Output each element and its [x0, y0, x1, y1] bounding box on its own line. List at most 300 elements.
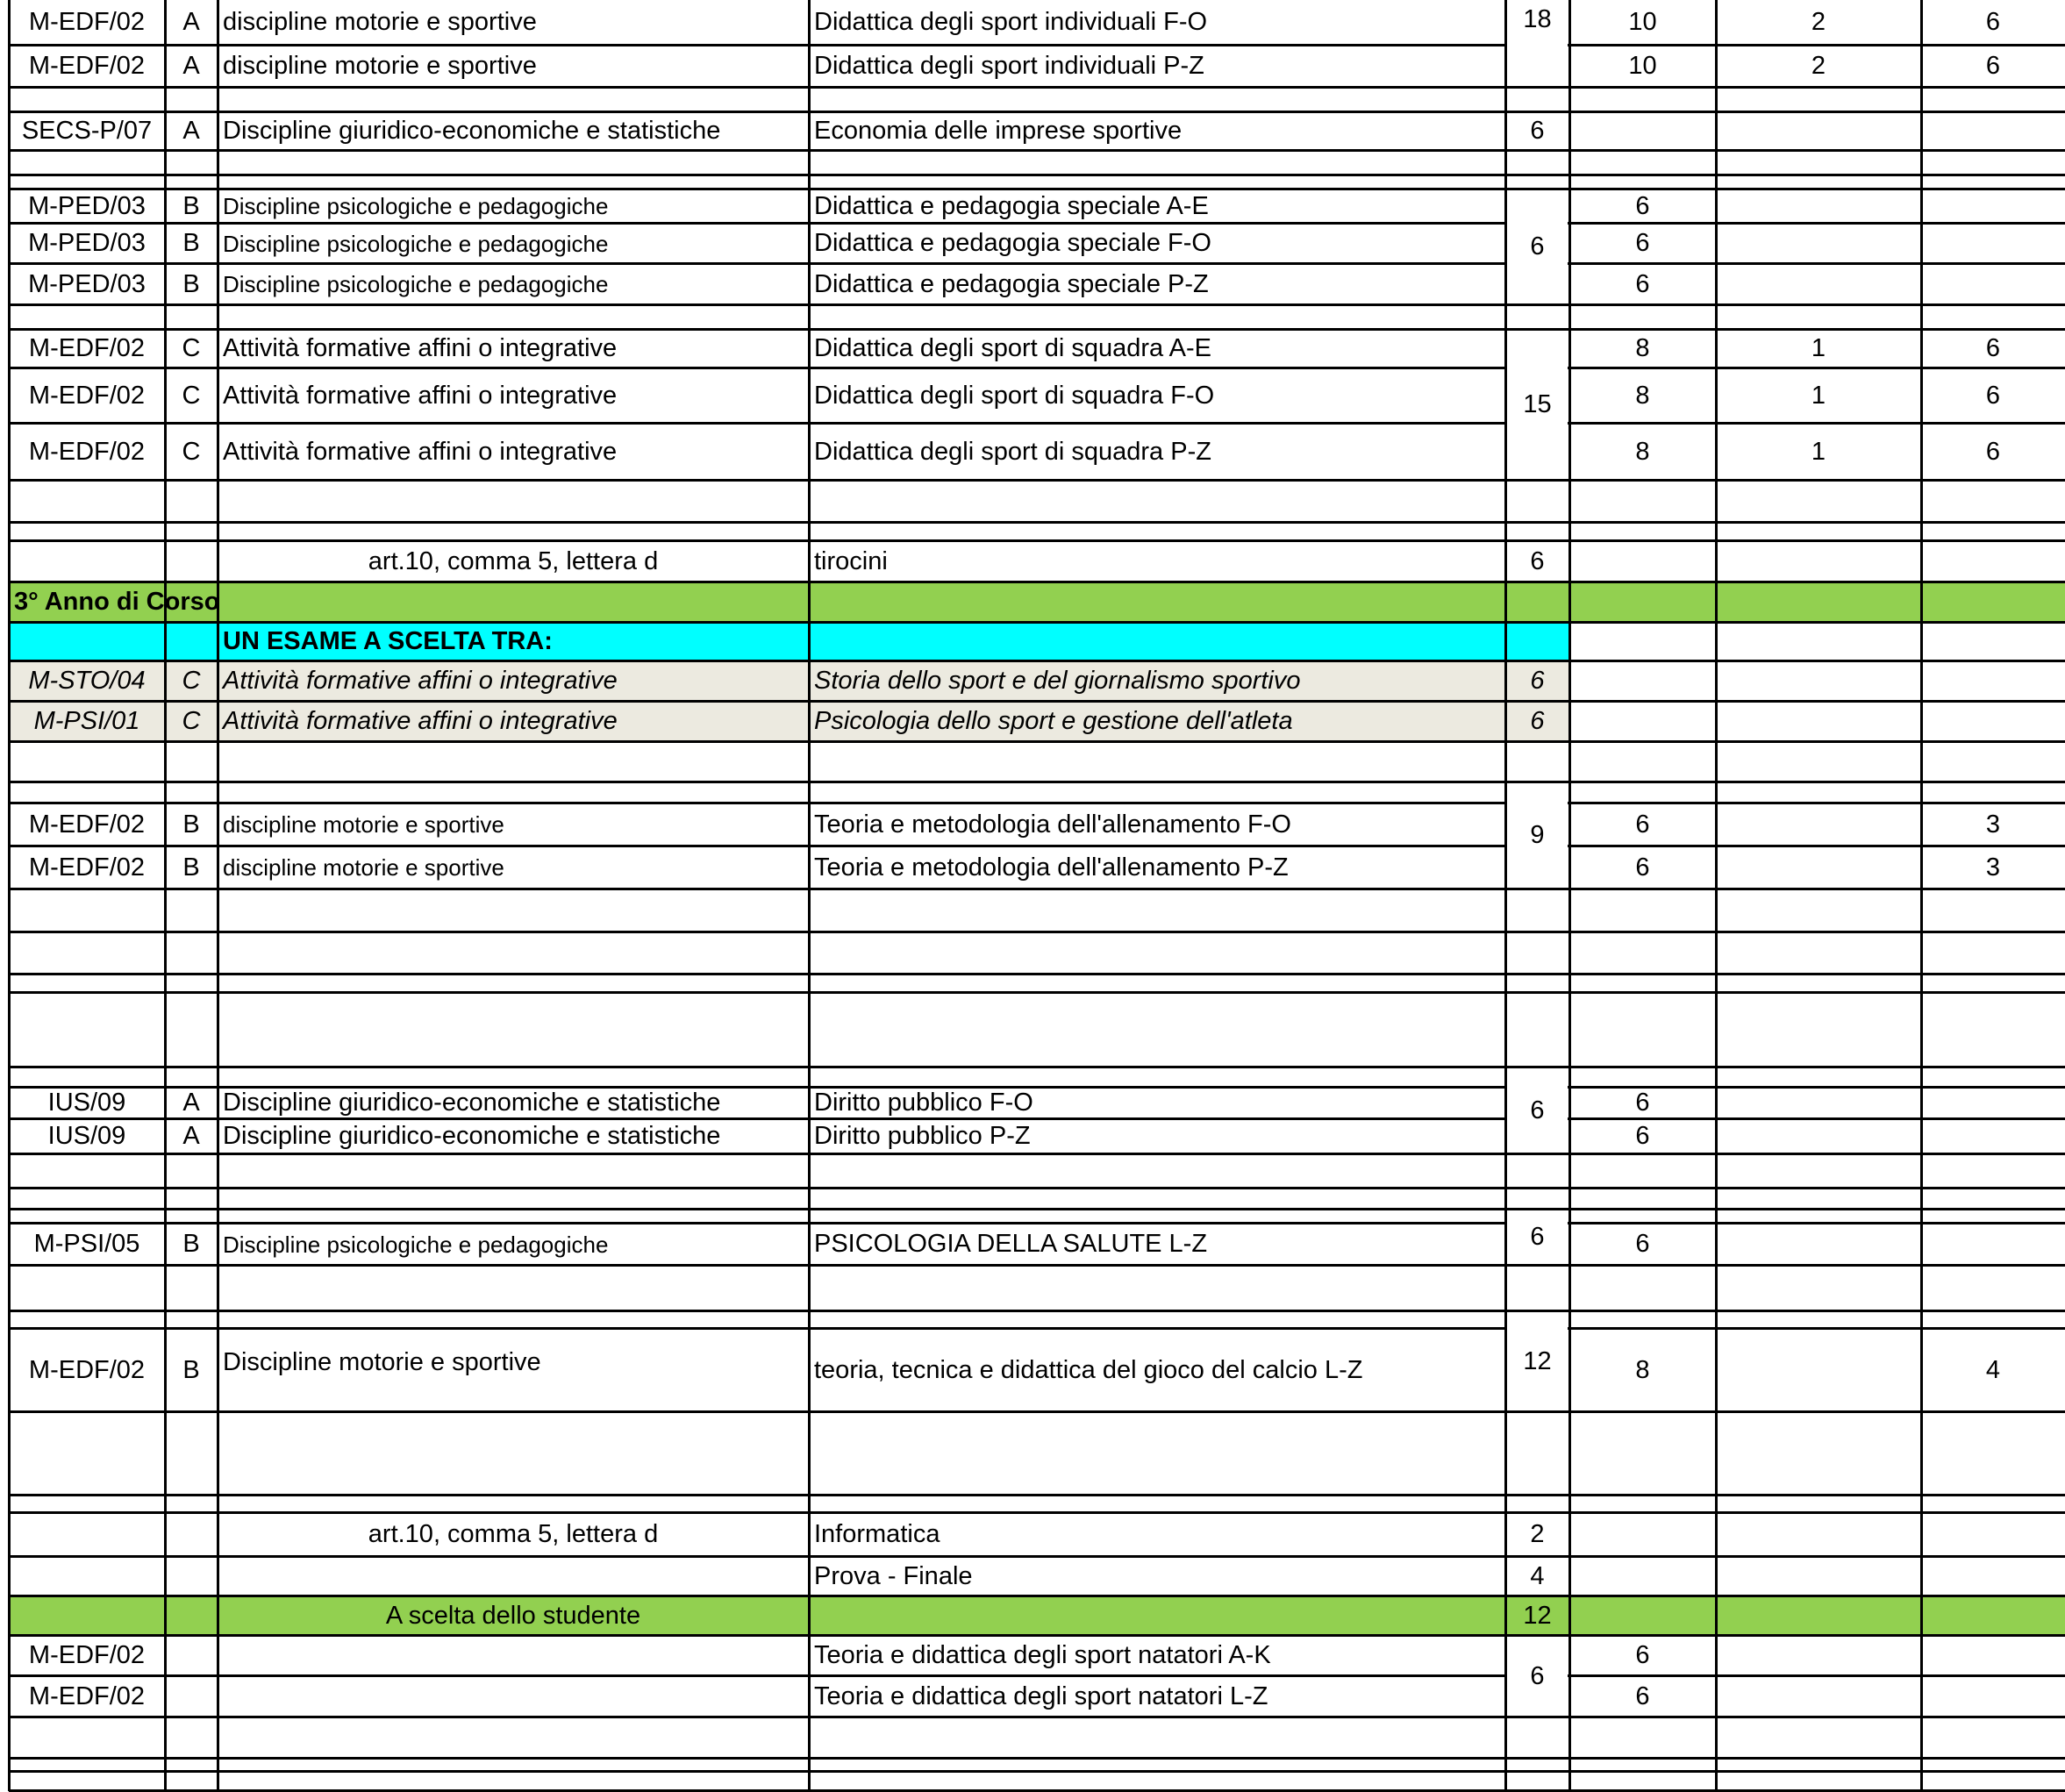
cell-h2: [1718, 995, 1919, 1065]
cell-h3: [1923, 1267, 2063, 1309]
cell-ssd: M-PSI/01: [33, 707, 140, 735]
cell-h2: [1718, 1638, 1919, 1674]
cell-cfu: [1507, 891, 1568, 930]
cell-area: Discipline motorie e sportive: [223, 1348, 541, 1376]
cell-h3: [1923, 191, 2063, 221]
cell-course: [811, 1156, 1504, 1186]
cell-type: C: [182, 667, 201, 695]
cell-h1: [1571, 625, 1714, 659]
cell-type: B: [182, 269, 200, 298]
grid-hline: [9, 262, 2065, 265]
cell-course: Teoria e metodologia dell'allenamento P-Z: [814, 853, 1289, 882]
cell-area: A scelta dello studente: [385, 1601, 641, 1630]
cell-h2: 1: [1811, 381, 1826, 410]
cell-area: Attività formative affini o integrative: [223, 667, 618, 695]
cell-h1: 6: [1635, 853, 1650, 882]
cell-area: Attività formative affini o integrative: [223, 707, 618, 735]
cell-type: [167, 1156, 216, 1186]
cell-h2: [1718, 805, 1919, 844]
cell-type: [167, 744, 216, 780]
cell-course: [811, 625, 1504, 659]
cell-cfu-merged: 18: [1523, 5, 1552, 33]
cell-ssd: IUS/09: [47, 1122, 126, 1150]
cell-h1: 6: [1635, 1122, 1650, 1150]
cell-ssd: [11, 1267, 163, 1309]
cell-h1: [1571, 934, 1714, 972]
cell-area: art.10, comma 5, lettera d: [368, 1520, 659, 1548]
cell-type: A: [182, 117, 200, 145]
cell-h3: [1923, 891, 2063, 930]
grid-hline: [9, 621, 2065, 624]
cell-area: discipline motorie e sportive: [223, 854, 504, 881]
cell-ssd: M-PED/03: [28, 269, 146, 298]
cell-h2: [1718, 266, 1919, 303]
grid-hline: [9, 1222, 2065, 1224]
cell-type: A: [182, 1122, 200, 1150]
cell-h2: [1718, 848, 1919, 887]
cell-h1: [1571, 114, 1714, 148]
cell-h3: [1923, 543, 2063, 580]
grid-hline: [9, 1208, 2065, 1210]
cell-cfu: 12: [1523, 1601, 1552, 1630]
cell-cfu: [1507, 625, 1568, 659]
grid-hline: [9, 367, 2065, 369]
grid-hline: [9, 931, 2065, 933]
cell-h3: [1923, 1719, 2063, 1756]
grid-hline: [9, 1595, 2065, 1597]
cell-h3: [1923, 703, 2063, 739]
grid-hline: [9, 740, 2065, 743]
cell-cfu: [1507, 1719, 1568, 1756]
cell-area: Discipline psicologiche e pedagogiche: [223, 271, 609, 297]
grid-hline: [9, 303, 2065, 306]
cell-course: [811, 1267, 1504, 1309]
cell-h2: [1718, 934, 1919, 972]
cell-h1: 10: [1628, 52, 1657, 80]
grid-hline: [9, 973, 2065, 975]
grid-hline: [9, 1494, 2065, 1496]
cell-cfu: [1507, 1156, 1568, 1186]
cell-ssd: M-EDF/02: [28, 437, 146, 466]
cell-ssd: [11, 1598, 163, 1633]
cell-h3: [1923, 1414, 2063, 1493]
cell-h1: 6: [1635, 1681, 1650, 1710]
grid-hline: [9, 328, 2065, 331]
cell-h2: [1718, 1121, 1919, 1152]
cell-area: Discipline psicologiche e pedagogiche: [223, 1231, 609, 1258]
cell-h1: [1571, 1559, 1714, 1594]
cell-ssd: M-PSI/05: [33, 1230, 140, 1258]
cell-h2: [1718, 1267, 1919, 1309]
grid-hline: [9, 422, 2065, 425]
cell-area: [219, 995, 807, 1065]
cell-h2: [1718, 543, 1919, 580]
cell-area: [219, 934, 807, 972]
grid-hline: [9, 1153, 2065, 1155]
cell-h3: 3: [1985, 810, 2001, 839]
cell-ssd: SECS-P/07: [21, 117, 153, 145]
cell-cfu: [1507, 482, 1568, 520]
grid-hline: [9, 1117, 2065, 1120]
cell-type: C: [182, 381, 201, 410]
cell-ssd: IUS/09: [47, 1089, 126, 1117]
grid-hline: [9, 149, 2065, 152]
cell-h3: [1923, 1156, 2063, 1186]
cell-h3: [1923, 225, 2063, 261]
grid-hline: [9, 174, 2065, 176]
grid-hline: [9, 1187, 2065, 1189]
cell-cfu: [1507, 1414, 1568, 1493]
cell-type: [167, 934, 216, 972]
cell-course: Didattica e pedagogia speciale F-O: [814, 229, 1211, 257]
grid-hline: [9, 1555, 2065, 1558]
cell-cfu-merged: 15: [1523, 390, 1552, 418]
grid-hline: [9, 700, 2065, 703]
cell-h1: 8: [1635, 1355, 1650, 1384]
cell-course: Didattica degli sport di squadra F-O: [814, 381, 1215, 410]
cell-course: Diritto pubblico P-Z: [814, 1122, 1031, 1150]
cell-h3: [1923, 114, 2063, 148]
cell-h2: [1718, 225, 1919, 261]
cell-h3: [1923, 744, 2063, 780]
cell-cfu-merged: 6: [1530, 1096, 1545, 1124]
cell-h3: [1923, 1638, 2063, 1674]
cell-h1: [1571, 1598, 1714, 1633]
cell-cfu: [1507, 744, 1568, 780]
grid-hline: [9, 802, 2065, 804]
cell-type: C: [182, 707, 201, 735]
cell-ssd: [11, 482, 163, 520]
cell-h3: 6: [1985, 381, 2001, 410]
cell-h3: 3: [1985, 853, 2001, 882]
cell-course: Didattica e pedagogia speciale P-Z: [814, 269, 1209, 298]
cell-type: B: [182, 229, 200, 257]
cell-area: Discipline giuridico-economiche e statistiche: [223, 1122, 721, 1150]
cell-type: B: [182, 810, 200, 839]
cell-course: Didattica degli sport individuali P-Z: [814, 52, 1204, 80]
cell-h2: [1718, 1156, 1919, 1186]
cell-course: Didattica degli sport di squadra A-E: [814, 334, 1211, 362]
grid-hline: [9, 845, 2065, 847]
cell-ssd: M-EDF/02: [28, 381, 146, 410]
cell-h3: [1923, 1559, 2063, 1594]
cell-type: [167, 1559, 216, 1594]
cell-cfu: 2: [1530, 1520, 1545, 1548]
cell-ssd: M-PED/03: [28, 191, 146, 220]
cell-area: art.10, comma 5, lettera d: [368, 546, 659, 575]
cell-course: Didattica e pedagogia speciale A-E: [814, 191, 1209, 220]
cell-ssd: [11, 995, 163, 1065]
cell-ssd: [11, 625, 163, 659]
cell-ssd: M-PED/03: [28, 229, 146, 257]
cell-h2: [1718, 1598, 1919, 1633]
cell-h1: 6: [1635, 1641, 1650, 1669]
cell-course: [811, 1598, 1504, 1633]
cell-ssd: M-EDF/02: [28, 52, 146, 80]
cell-course: [811, 1414, 1504, 1493]
cell-h2: [1718, 1719, 1919, 1756]
cell-h1: 8: [1635, 437, 1650, 466]
cell-course: [811, 1719, 1504, 1756]
cell-course: Didattica degli sport individuali F-O: [814, 8, 1208, 36]
cell-h2: [1718, 625, 1919, 659]
cell-area: [219, 482, 807, 520]
cell-area: Discipline giuridico-economiche e statistiche: [223, 1089, 721, 1117]
cell-h3: 6: [1985, 52, 2001, 80]
cell-h1: 6: [1635, 1089, 1650, 1117]
cell-type: [167, 995, 216, 1065]
cell-area: [219, 1414, 807, 1493]
cell-cfu: [1507, 934, 1568, 972]
cell-course: [811, 891, 1504, 930]
cell-h1: [1571, 744, 1714, 780]
cell-h3: [1923, 1121, 2063, 1152]
cell-course: Teoria e metodologia dell'allenamento F-O: [814, 810, 1291, 839]
cell-course: Storia dello sport e del giornalismo sportivo: [814, 667, 1301, 695]
cell-type: [167, 1678, 216, 1715]
cell-area: discipline motorie e sportive: [223, 52, 537, 80]
cell-h1: 6: [1635, 810, 1650, 839]
cell-type: [167, 891, 216, 930]
grid-hline: [9, 1410, 2065, 1413]
cell-area: [219, 1678, 807, 1715]
cell-type: [167, 1515, 216, 1554]
cell-type: B: [182, 1230, 200, 1258]
cell-cfu: 6: [1530, 117, 1545, 145]
cell-cfu: 4: [1530, 1561, 1545, 1590]
grid-hline: [9, 44, 2065, 46]
cell-h2: [1718, 1089, 1919, 1117]
cell-course: Prova - Finale: [814, 1561, 973, 1590]
grid-hline: [9, 539, 2065, 542]
cell-type: C: [182, 334, 201, 362]
cell-area: discipline motorie e sportive: [223, 8, 537, 36]
cell-type: A: [182, 1089, 200, 1117]
cell-area: [219, 891, 807, 930]
cell-ssd: M-EDF/02: [28, 334, 146, 362]
cell-h2: [1718, 891, 1919, 930]
cell-cfu-merged: 6: [1530, 1661, 1545, 1690]
grid-hline: [9, 86, 2065, 89]
cell-area: Discipline psicologiche e pedagogiche: [223, 230, 609, 257]
cell-course: [811, 995, 1504, 1065]
cell-h3: [1923, 934, 2063, 972]
grid-hline: [9, 111, 2065, 113]
cell-type: [167, 482, 216, 520]
cell-h3: [1923, 663, 2063, 699]
cell-h2: [1718, 663, 1919, 699]
grid-hline: [9, 581, 2065, 583]
grid-hline: [9, 1716, 2065, 1718]
cell-ssd: [11, 891, 163, 930]
grid-hline: [9, 1264, 2065, 1267]
cell-course: PSICOLOGIA DELLA SALUTE L-Z: [814, 1230, 1208, 1258]
cell-cfu: [1507, 995, 1568, 1065]
cell-cfu: 6: [1530, 707, 1545, 735]
cell-h2: 2: [1811, 8, 1826, 36]
cell-type: B: [182, 191, 200, 220]
cell-type: [167, 625, 216, 659]
cell-h1: [1571, 995, 1714, 1065]
cell-course: teoria, tecnica e didattica del gioco del calcio L-Z: [814, 1355, 1363, 1384]
cell-type: C: [182, 437, 201, 466]
grid-hline: [9, 1310, 2065, 1312]
cell-h3: [1923, 1089, 2063, 1117]
cell-h1: [1571, 482, 1714, 520]
cell-ssd: M-EDF/02: [28, 8, 146, 36]
cell-course: Economia delle imprese sportive: [814, 117, 1183, 145]
cell-ssd: M-EDF/02: [28, 810, 146, 839]
cell-ssd: [11, 1156, 163, 1186]
cell-area: [219, 744, 807, 780]
cell-course: Informatica: [814, 1520, 940, 1548]
cell-area: [219, 1719, 807, 1756]
cell-h3: [1923, 625, 2063, 659]
cell-type: [167, 1598, 216, 1633]
cell-h1: 8: [1635, 334, 1650, 362]
cell-course: [811, 934, 1504, 972]
cell-ssd: [11, 1414, 163, 1493]
cell-h3: 4: [1985, 1355, 2001, 1384]
cell-area: Discipline psicologiche e pedagogiche: [223, 193, 609, 219]
cell-type: [167, 1414, 216, 1493]
cell-h3: [1923, 482, 2063, 520]
cell-h2: [1718, 1331, 1919, 1410]
cell-h2: [1718, 1559, 1919, 1594]
cell-h1: [1571, 1414, 1714, 1493]
cell-h2: [1718, 1515, 1919, 1554]
cell-ssd: [11, 934, 163, 972]
cell-ssd: [11, 744, 163, 780]
cell-h1: 6: [1635, 229, 1650, 257]
cell-ssd: 3° Anno di Corso: [14, 588, 220, 616]
cell-h2: [1718, 191, 1919, 221]
cell-h3: [1923, 1515, 2063, 1554]
cell-type: [167, 1719, 216, 1756]
cell-course: tirocini: [814, 546, 888, 575]
cell-cfu-merged: 9: [1530, 821, 1545, 849]
grid-hline: [9, 1634, 2065, 1637]
grid-hline: [9, 1327, 2065, 1330]
cell-h2: [1718, 1225, 1919, 1263]
grid-hline: [9, 781, 2065, 783]
grid-hline: [9, 660, 2065, 662]
cell-ssd: [11, 1719, 163, 1756]
cell-course: Teoria e didattica degli sport natatori L-Z: [814, 1681, 1268, 1710]
cell-h3: [1923, 1225, 2063, 1263]
cell-cfu: [1507, 1267, 1568, 1309]
cell-h1: [1571, 543, 1714, 580]
cell-h3: 6: [1985, 437, 2001, 466]
cell-h3: 6: [1985, 8, 2001, 36]
cell-type: [167, 1638, 216, 1674]
cell-h3: [1923, 1598, 2063, 1633]
cell-cfu-merged: 6: [1530, 232, 1545, 261]
cell-h2: [1718, 1678, 1919, 1715]
cell-area: [219, 1267, 807, 1309]
grid-hline: [9, 991, 2065, 994]
cell-h2: 2: [1811, 52, 1826, 80]
cell-h2: [1718, 1414, 1919, 1493]
grid-hline: [9, 188, 2065, 190]
cell-h3: 6: [1985, 334, 2001, 362]
cell-h1: [1571, 1515, 1714, 1554]
cell-type: A: [182, 52, 200, 80]
cell-course: Psicologia dello sport e gestione dell'atleta: [814, 707, 1293, 735]
grid-hline: [9, 1086, 2065, 1089]
cell-type: B: [182, 1355, 200, 1384]
cell-course: Didattica degli sport di squadra P-Z: [814, 437, 1211, 466]
cell-h2: [1718, 744, 1919, 780]
grid-hline: [9, 1066, 2065, 1068]
cell-area: Discipline giuridico-economiche e statistiche: [223, 117, 721, 145]
cell-ssd: [11, 543, 163, 580]
cell-h1: [1571, 1719, 1714, 1756]
grid-hline: [9, 1674, 2065, 1677]
cell-area: UN ESAME A SCELTA TRA:: [223, 627, 553, 655]
cell-type: A: [182, 8, 200, 36]
cell-h1: 10: [1628, 8, 1657, 36]
cell-h2: [1718, 703, 1919, 739]
cell-cfu-merged: 12: [1523, 1346, 1552, 1375]
cell-course: Teoria e didattica degli sport natatori A-K: [814, 1641, 1271, 1669]
cell-ssd: M-EDF/02: [28, 1641, 146, 1669]
cell-h2: [1718, 482, 1919, 520]
cell-course: Diritto pubblico F-O: [814, 1089, 1033, 1117]
grid-hline: [9, 479, 2065, 482]
cell-h2: 1: [1811, 334, 1826, 362]
grid-hline: [9, 521, 2065, 524]
cell-area: Attività formative affini o integrative: [223, 334, 618, 362]
grid-hline: [9, 888, 2065, 890]
cell-cfu: 6: [1530, 546, 1545, 575]
cell-cfu-merged: 6: [1530, 1223, 1545, 1251]
cell-h1: 8: [1635, 381, 1650, 410]
cell-h1: [1571, 663, 1714, 699]
cell-type: [167, 1267, 216, 1309]
grid-hline: [9, 1770, 2065, 1773]
cell-type: [167, 543, 216, 580]
grid-hline: [9, 1511, 2065, 1514]
cell-type: B: [182, 853, 200, 882]
cell-area: [219, 1559, 807, 1594]
cell-h1: [1571, 1156, 1714, 1186]
cell-h1: [1571, 891, 1714, 930]
cell-course: [811, 482, 1504, 520]
cell-area: [219, 1638, 807, 1674]
cell-h1: [1571, 1267, 1714, 1309]
cell-ssd: M-STO/04: [28, 667, 146, 695]
cell-h3: [1923, 1678, 2063, 1715]
cell-ssd: M-EDF/02: [28, 1355, 146, 1384]
cell-course: [811, 744, 1504, 780]
grid-hline: [9, 222, 2065, 225]
cell-h1: [1571, 703, 1714, 739]
cell-area: discipline motorie e sportive: [223, 811, 504, 838]
cell-h2: [1718, 114, 1919, 148]
cell-h1: 6: [1635, 269, 1650, 298]
cell-ssd: M-EDF/02: [28, 853, 146, 882]
cell-h1: 6: [1635, 1230, 1650, 1258]
cell-ssd: [11, 1515, 163, 1554]
cell-ssd: [11, 1559, 163, 1594]
cell-h2: 1: [1811, 437, 1826, 466]
cell-area: [219, 1156, 807, 1186]
cell-area: Attività formative affini o integrative: [223, 381, 618, 410]
grid-hline: [9, 1757, 2065, 1760]
cell-h1: 6: [1635, 191, 1650, 220]
cell-area: Attività formative affini o integrative: [223, 437, 618, 466]
